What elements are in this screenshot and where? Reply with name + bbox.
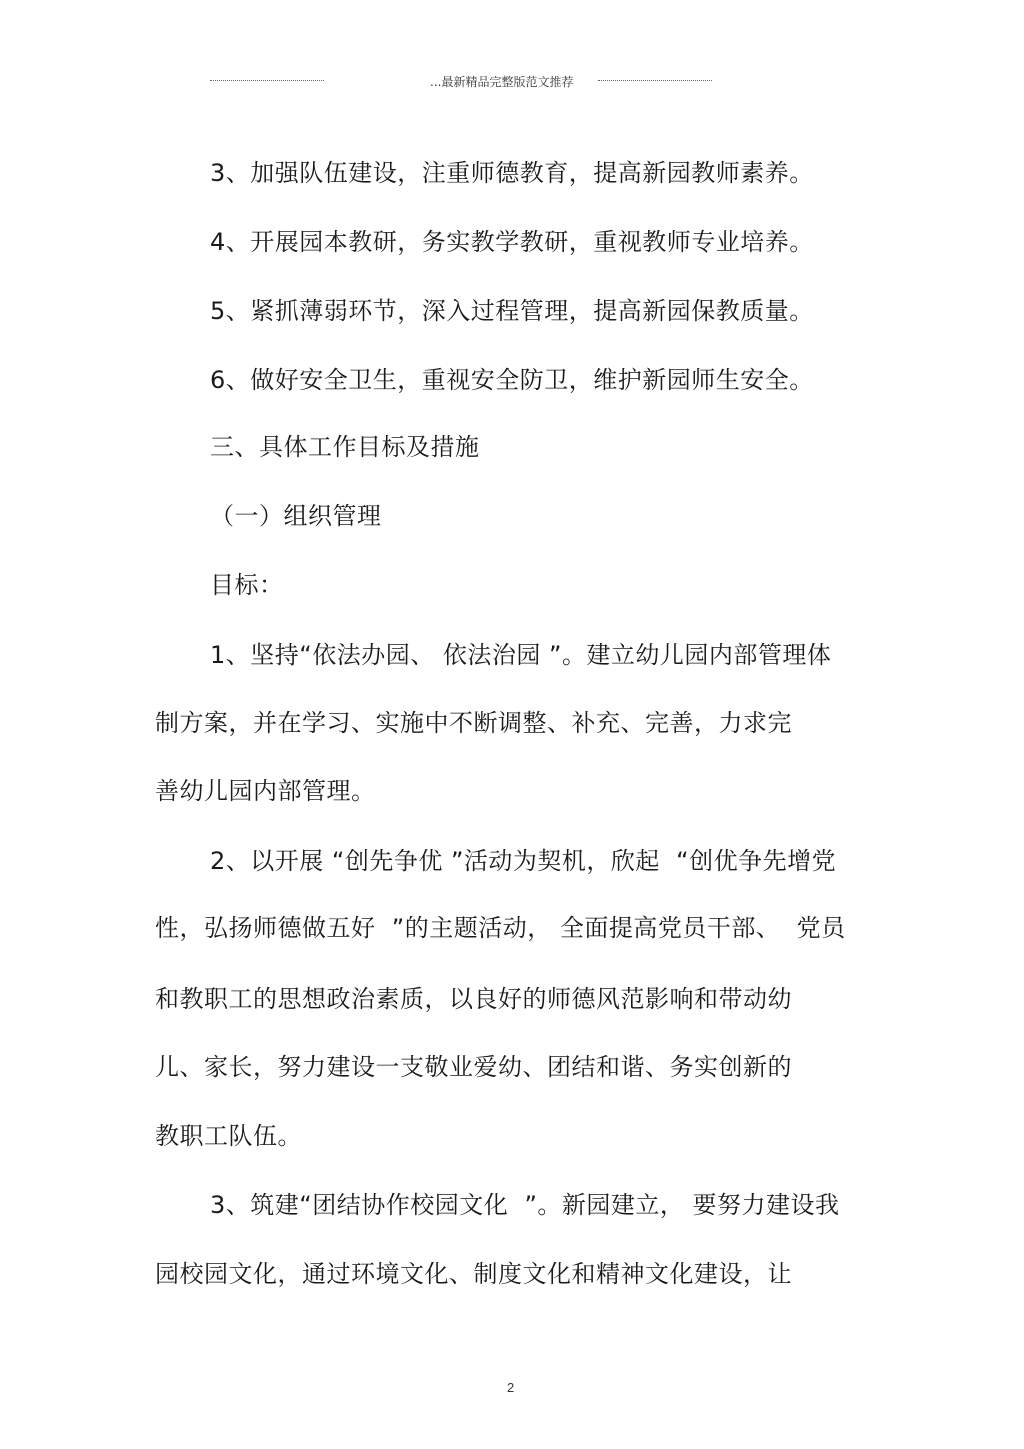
text-line-2: 4、开展园本教研，务实教学教研，重视教师专业培养。 (210, 228, 814, 256)
text-line-16: 3、筑建“团结协作校园文化 ”。新园建立， 要努力建设我 (210, 1191, 840, 1219)
text-line-17: 园校园文化，通过环境文化、制度文化和精神文化建设，让 (155, 1260, 792, 1288)
text-line-11: 2、以开展 “创先争优 ”活动为契机，欣起 “创优争先增党 (210, 847, 837, 875)
text-line-12: 性，弘扬师德做五好 ”的主题活动， 全面提高党员干部、 党员 (155, 914, 846, 942)
section-heading: 三、具体工作目标及措施 (210, 433, 480, 461)
text-line-14: 儿、家长，努力建设一支敬业爱幼、团结和谐、务实创新的 (155, 1053, 792, 1081)
text-line-8: 1、坚持“依法办园、 依法治园 ”。建立幼儿园内部管理体 (210, 641, 832, 669)
goal-label: 目标： (210, 571, 284, 599)
text-line-10: 善幼儿园内部管理。 (155, 777, 376, 805)
text-line-4: 6、做好安全卫生，重视安全防卫，维护新园师生安全。 (210, 366, 814, 394)
text-line-13: 和教职工的思想政治素质，以良好的师德风范影响和带动幼 (155, 985, 792, 1013)
page-number: 2 (507, 1380, 515, 1395)
header-left-dotted-rule (210, 80, 324, 81)
header-title: ...最新精品完整版范文推荐 (430, 75, 574, 89)
text-line-1: 3、加强队伍建设，注重师德教育，提高新园教师素养。 (210, 159, 814, 187)
text-line-15: 教职工队伍。 (155, 1122, 302, 1150)
text-line-3: 5、紧抓薄弱环节，深入过程管理，提高新园保教质量。 (210, 297, 814, 325)
text-line-9: 制方案，并在学习、实施中不断调整、补充、完善，力求完 (155, 709, 792, 737)
header-right-dotted-rule (598, 80, 712, 81)
subsection-heading: （一）组织管理 (210, 502, 382, 530)
